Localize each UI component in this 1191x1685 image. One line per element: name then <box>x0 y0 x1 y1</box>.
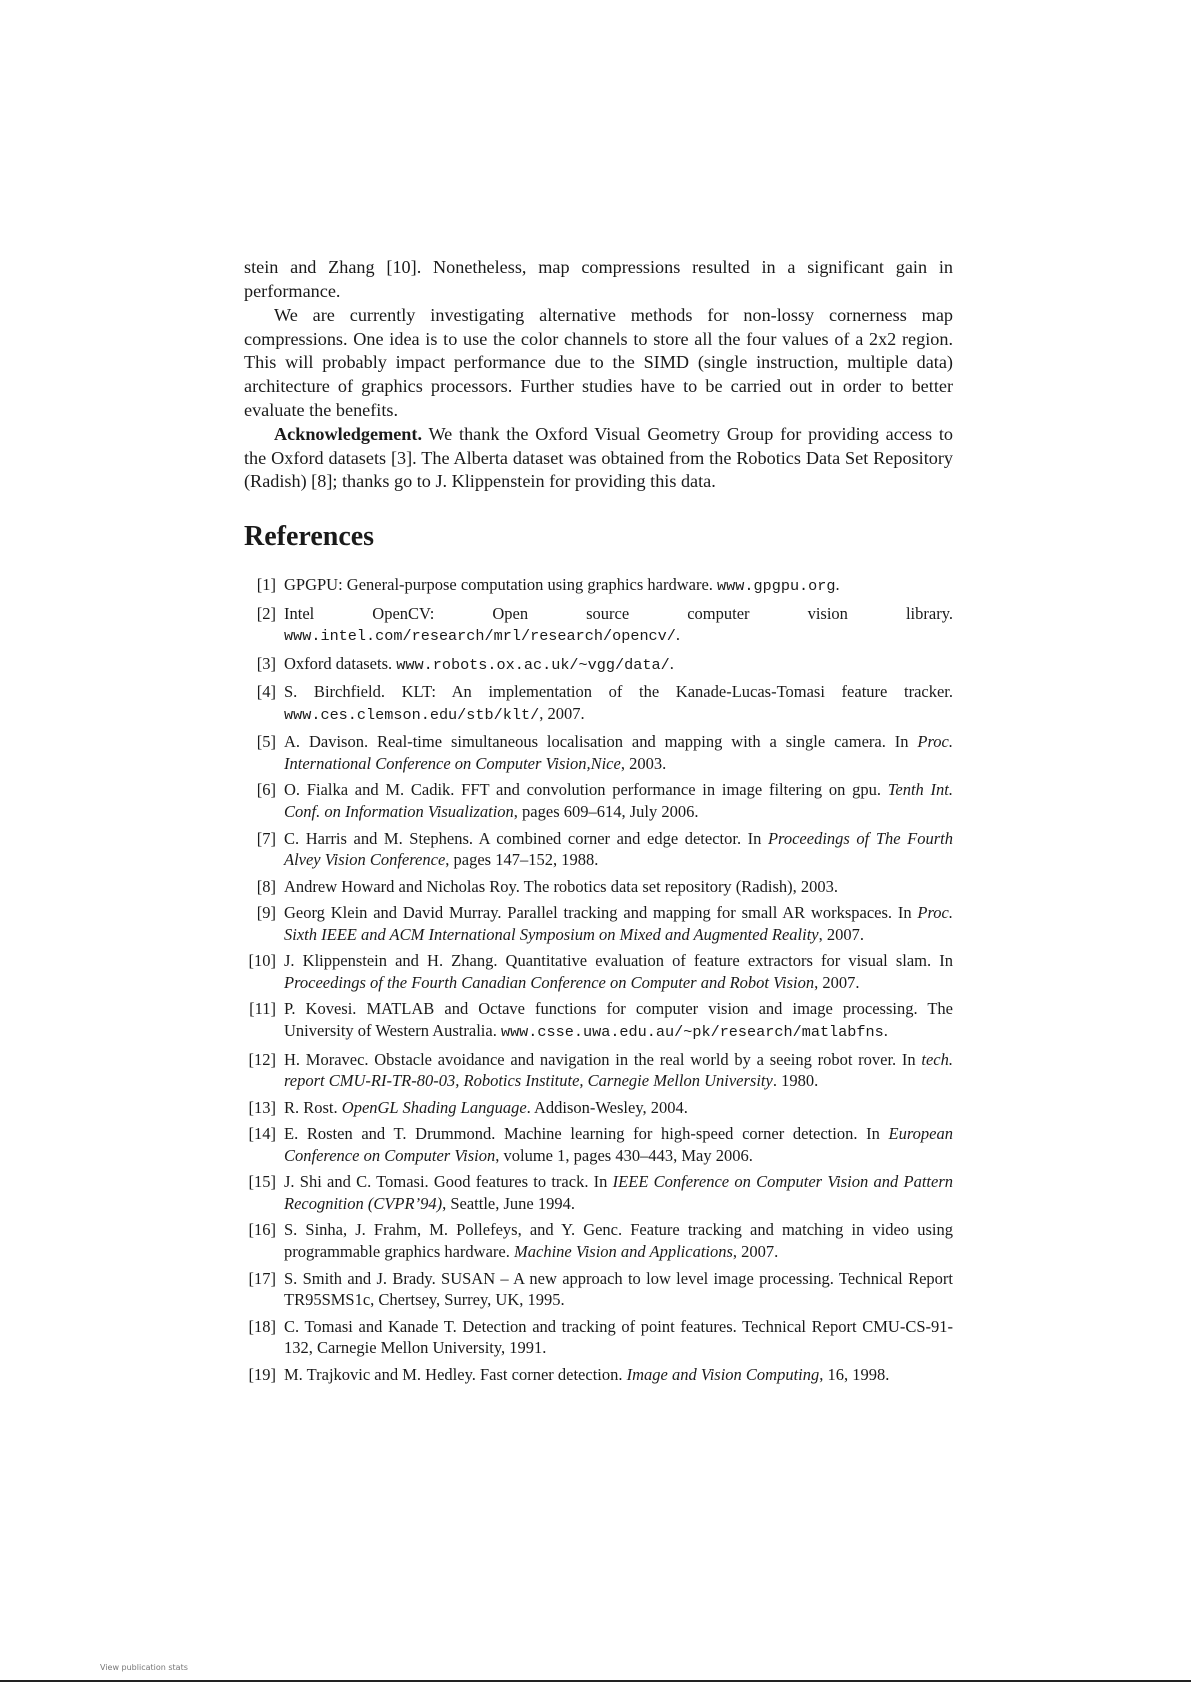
reference-item <box>244 1097 953 1119</box>
reference-tail: , pages 147–152, 1988. <box>445 850 599 870</box>
reference-text: C. Tomasi and Kanade T. Detection and tracking of point features. Technical Report CMU-CS-91-132, Carnegie Mellon University, 1991. <box>284 1316 953 1358</box>
reference-item <box>244 731 953 774</box>
reference-tail: . <box>835 575 840 594</box>
reference-number: [8] <box>256 876 276 896</box>
reference-tail: . <box>669 653 674 673</box>
reference-text: Intel OpenCV: Open source computer vision library. <box>284 603 953 623</box>
reference-venue: OpenGL Shading Language <box>341 1097 527 1117</box>
reference-tail: . Addison-Wesley, 2004. <box>526 1097 688 1117</box>
reference-item <box>244 603 953 648</box>
reference-text: Georg Klein and David Murray. Parallel tracking and mapping for small AR workspaces. In <box>284 903 918 923</box>
paragraph-acknowledgement <box>244 423 953 494</box>
reference-item <box>244 998 953 1043</box>
reference-tail: , 2007. <box>539 703 585 723</box>
reference-text: O. Fialka and M. Cadik. FFT and convolution performance in image filtering on gpu. <box>284 780 888 800</box>
reference-text: S. Smith and J. Brady. SUSAN – A new approach to low level image processing. Technical Report TR95SMS1c, Chertsey, Surrey, UK, 1995. <box>284 1268 953 1309</box>
reference-tail: . <box>675 625 681 645</box>
reference-number: [15] <box>248 1172 276 1192</box>
reference-url[interactable]: www.gpgpu.org <box>717 577 836 595</box>
reference-text: Oxford datasets. <box>284 653 397 673</box>
reference-venue: Tenth Int. Conf. on Information Visualization <box>284 780 953 821</box>
reference-url[interactable]: www.csse.uwa.edu.au/~pk/research/matlabfns <box>500 1022 884 1041</box>
view-publication-stats-link[interactable]: View publication stats <box>100 1663 188 1672</box>
reference-number: [6] <box>256 780 276 800</box>
reference-number: [9] <box>256 903 276 923</box>
reference-tail: , 16, 1998. <box>819 1364 890 1384</box>
reference-number: [1] <box>256 575 276 594</box>
reference-url[interactable]: www.intel.com/research/mrl/research/opencv/ <box>284 627 676 646</box>
reference-tail: , 2003. <box>620 753 667 773</box>
reference-venue: Proc. International Conference on Computer Vision,Nice <box>284 732 953 773</box>
reference-number: [19] <box>248 1364 276 1384</box>
acknowledgement-heading: Acknowledgement. <box>274 424 423 445</box>
reference-item <box>244 1123 953 1166</box>
reference-tail: , Seattle, June 1994. <box>442 1193 575 1213</box>
paragraph-future-work: We are currently investigating alternative methods for non-lossy cornerness map compressions. One idea is to use the color channels to store all the four values of a 2x2 region. This will probably impact performance due to the SIMD (single instruction, multiple data) architecture of graphics processors. Further studies have to be carried out in order to better evaluate the benefits. <box>244 305 953 420</box>
reference-venue: Machine Vision and Applications <box>514 1241 733 1261</box>
reference-text: S. Birchfield. KLT: An implementation of the Kanade-Lucas-Tomasi feature tracker. <box>284 682 953 702</box>
reference-number: [11] <box>249 999 276 1019</box>
reference-item <box>244 1049 953 1092</box>
reference-item <box>244 876 953 898</box>
reference-number: [14] <box>248 1124 276 1144</box>
reference-venue: Proc. Sixth IEEE and ACM International Symposium on Mixed and Augmented Reality <box>284 903 953 944</box>
reference-url[interactable]: www.robots.ox.ac.uk/~vgg/data/ <box>396 655 670 674</box>
reference-text: C. Harris and M. Stephens. A combined corner and edge detector. In <box>284 828 768 848</box>
reference-text: E. Rosten and T. Drummond. Machine learning for high-speed corner detection. In <box>284 1124 889 1144</box>
reference-text: J. Shi and C. Tomasi. Good features to track. In <box>284 1172 613 1192</box>
reference-list <box>244 574 953 1390</box>
footer-rule <box>0 1680 1191 1682</box>
paragraph-continuation: stein and Zhang [10]. Nonetheless, map compressions resulted in a significant gain in performance. <box>244 257 953 301</box>
reference-text: M. Trajkovic and M. Hedley. Fast corner detection. <box>284 1364 627 1384</box>
acknowledgement-text: We thank the Oxford Visual Geometry Group for providing access to the Oxford datasets [3]. The Alberta dataset was obtained from the Robotics Data Set Repository (Radish) [8]; thanks go to J. Klippenstein for providing this data. <box>244 424 953 492</box>
reference-text: A. Davison. Real-time simultaneous localisation and mapping with a single camera. In <box>284 732 918 752</box>
reference-number: [18] <box>248 1316 276 1336</box>
reference-number: [12] <box>248 1049 276 1069</box>
reference-number: [7] <box>256 828 276 848</box>
reference-number: [4] <box>256 682 276 702</box>
reference-item <box>244 1219 953 1262</box>
reference-tail: . <box>883 1020 888 1040</box>
body-text <box>244 256 953 494</box>
reference-tail: , 2007. <box>732 1241 779 1261</box>
reference-tail: , 2007. <box>818 924 864 944</box>
reference-venue: tech. report CMU-RI-TR-80-03, Robotics Institute, Carnegie Mellon University <box>284 1049 953 1091</box>
reference-item <box>244 902 953 945</box>
reference-text: H. Moravec. Obstacle avoidance and navigation in the real world by a seeing robot rover. In <box>284 1049 922 1069</box>
reference-text: GPGPU: General-purpose computation using graphics hardware. <box>284 575 718 594</box>
reference-tail: , volume 1, pages 430–443, May 2006. <box>495 1145 753 1165</box>
reference-item <box>244 1316 953 1359</box>
reference-item <box>244 574 953 598</box>
reference-venue: European Conference on Computer Vision <box>284 1124 953 1165</box>
reference-venue: Proceedings of The Fourth Alvey Vision Conference <box>284 828 953 870</box>
reference-number: [2] <box>256 603 276 623</box>
reference-item <box>244 653 953 677</box>
reference-item <box>244 1171 953 1214</box>
reference-number: [5] <box>256 732 276 752</box>
reference-item <box>244 681 953 726</box>
reference-tail: , 2007. <box>814 972 860 992</box>
reference-tail: , pages 609–614, July 2006. <box>513 801 699 821</box>
reference-number: [10] <box>248 951 276 971</box>
reference-number: [13] <box>248 1097 276 1117</box>
reference-venue: IEEE Conference on Computer Vision and Pattern Recognition (CVPR’94) <box>284 1172 953 1213</box>
reference-text: S. Sinha, J. Frahm, M. Pollefeys, and Y. Genc. Feature tracking and matching in video using programmable graphics hardware. <box>284 1220 953 1261</box>
reference-venue: Proceedings of the Fourth Canadian Conference on Computer and Robot Vision <box>284 972 815 992</box>
reference-text: P. Kovesi. MATLAB and Octave functions for computer vision and image processing. The University of Western Australia. <box>284 999 953 1040</box>
reference-venue: Image and Vision Computing <box>626 1364 820 1384</box>
reference-item <box>244 1364 953 1386</box>
reference-url[interactable]: www.ces.clemson.edu/stb/klt/ <box>284 705 540 724</box>
references-heading: References <box>244 521 375 552</box>
reference-text: J. Klippenstein and H. Zhang. Quantitative evaluation of feature extractors for visual slam. In <box>284 951 953 971</box>
reference-item <box>244 828 953 871</box>
reference-item <box>244 1268 953 1311</box>
reference-text: R. Rost. <box>284 1097 342 1117</box>
reference-item <box>244 950 953 993</box>
reference-item <box>244 779 953 822</box>
reference-tail: . 1980. <box>772 1071 819 1091</box>
reference-number: [3] <box>256 653 276 673</box>
reference-text: Andrew Howard and Nicholas Roy. The robotics data set repository (Radish), 2003. <box>284 876 839 896</box>
reference-number: [16] <box>248 1220 276 1240</box>
reference-number: [17] <box>248 1268 276 1288</box>
